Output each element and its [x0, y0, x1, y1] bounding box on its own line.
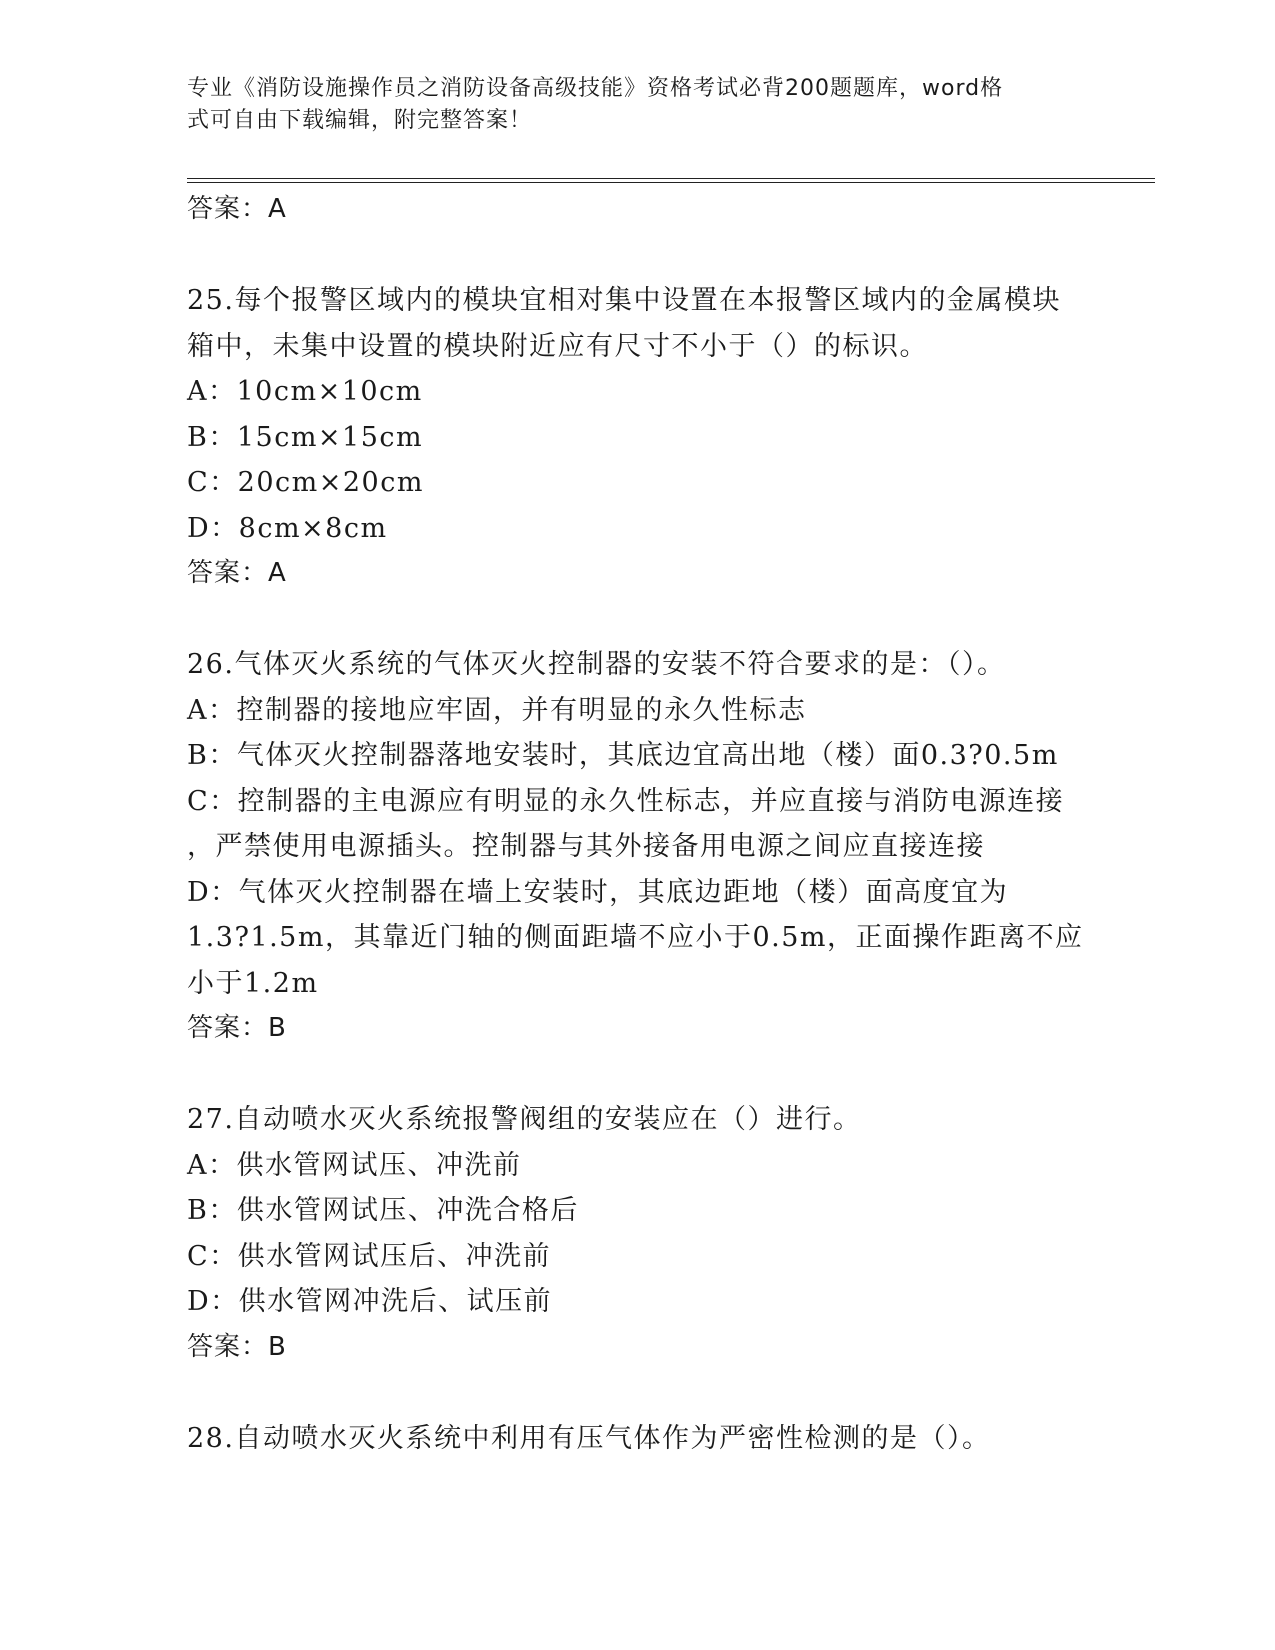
header-line-2: 式可自由下载编辑，附完整答案！: [187, 108, 533, 133]
option-c: C：控制器的主电源应有明显的永久性标志，并应直接与消防电源连接: [187, 785, 1065, 817]
question-stem: 箱中，未集中设置的模块附近应有尺寸不小于（）的标识。: [187, 330, 928, 362]
header-divider-bottom: [187, 182, 1155, 183]
option-d: D：供水管网冲洗后、试压前: [187, 1286, 553, 1317]
question-stem: 27.自动喷水灭火系统报警阀组的安装应在（）进行。: [187, 1104, 862, 1135]
option-d-continued: 小于1.2m: [187, 967, 319, 999]
header-divider-top: [187, 178, 1155, 179]
answer: 答案：A: [187, 558, 287, 588]
option-a: A：控制器的接地应牢固，并有明显的永久性标志: [187, 694, 807, 726]
question-stem: 26.气体灭火系统的气体灭火控制器的安装不符合要求的是：（）。: [187, 649, 1006, 680]
option-a: A：10cm×10cm: [187, 376, 423, 407]
question-stem: 25.每个报警区域内的模块宜相对集中设置在本报警区域内的金属模块: [187, 285, 1061, 316]
question-stem: 28.自动喷水灭火系统中利用有压气体作为严密性检测的是（）。: [187, 1422, 991, 1454]
option-c: C：20cm×20cm: [187, 467, 424, 498]
option-d-continued: 1.3?1.5m，其靠近门轴的侧面距墙不应小于0.5m，正面操作距离不应: [187, 922, 1084, 953]
answer: 答案：B: [187, 1013, 287, 1043]
option-c: C：供水管网试压后、冲洗前: [187, 1240, 552, 1272]
question-25: [187, 278, 1087, 597]
option-b: B：供水管网试压、冲洗合格后: [187, 1195, 579, 1226]
question-27: [187, 1097, 1087, 1370]
option-b: B：15cm×15cm: [187, 421, 424, 453]
answer: 答案：B: [187, 1331, 287, 1362]
option-c-continued: ，严禁使用电源插头。控制器与其外接备用电源之间应直接连接: [187, 831, 985, 862]
option-a: A：供水管网试压、冲洗前: [187, 1149, 522, 1181]
option-d: D：气体灭火控制器在墙上安装时，其底边距地（楼）面高度宜为: [187, 876, 1009, 908]
document-header: [187, 73, 1067, 137]
header-line-1: 专业《消防设施操作员之消防设备高级技能》资格考试必背200题题库，word格: [187, 76, 1004, 101]
option-d: D：8cm×8cm: [187, 512, 388, 544]
question-28: [187, 1416, 1087, 1462]
question-26: [187, 642, 1087, 1052]
option-b: B：气体灭火控制器落地安装时，其底边宜高出地（楼）面0.3?0.5m: [187, 740, 1059, 771]
previous-answer: 答案：A: [187, 194, 287, 224]
question-list: [187, 187, 1087, 1461]
